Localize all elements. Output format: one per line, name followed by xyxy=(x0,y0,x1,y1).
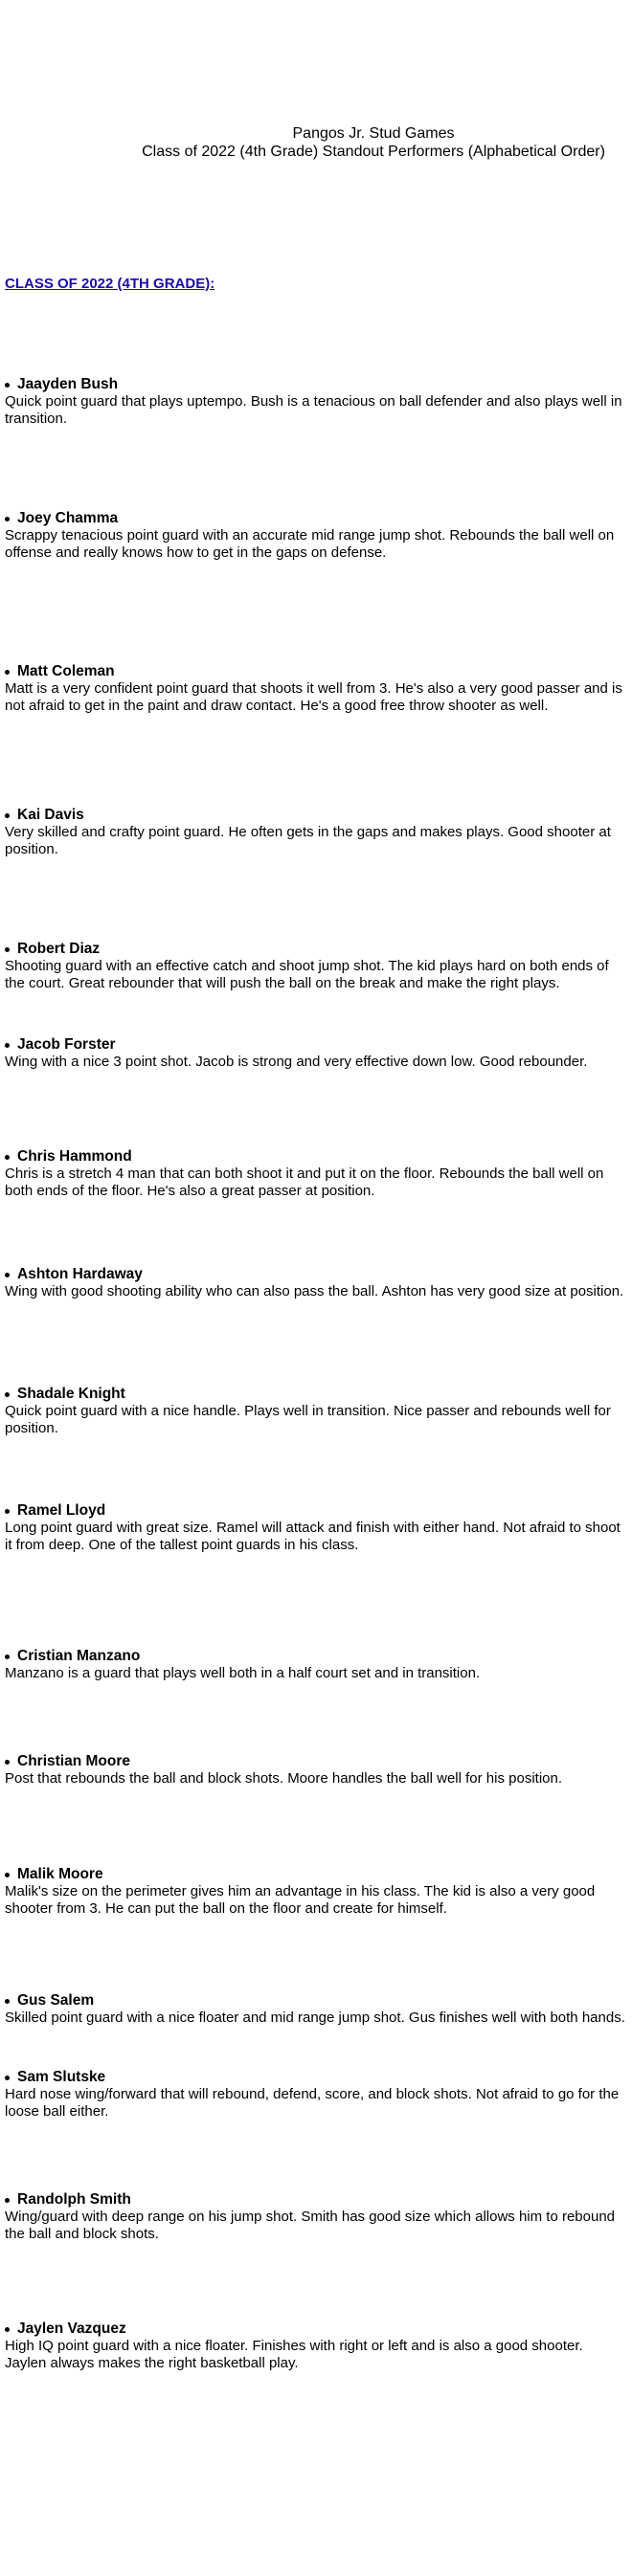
player-entry xyxy=(5,1648,627,1682)
player-name: Jacob Forster xyxy=(17,1036,116,1053)
player-name-row xyxy=(5,510,627,527)
player-name-row xyxy=(5,2191,627,2209)
player-entry xyxy=(5,1866,627,1918)
bullet-icon xyxy=(5,1043,10,1048)
player-name-row xyxy=(5,1866,627,1883)
player-name-row xyxy=(5,941,627,958)
bullet-icon xyxy=(5,1509,10,1514)
page-header xyxy=(0,124,632,161)
player-name: Shadale Knight xyxy=(17,1386,125,1402)
player-name: Gus Salem xyxy=(17,1992,95,2009)
player-entry xyxy=(5,1753,627,1788)
bullet-icon xyxy=(5,2198,10,2203)
player-description: Chris is a stretch 4 man that can both shoot it and put it on the floor. Rebounds the ball well on both ends of the floor. He's also a great passer at position. xyxy=(5,1166,604,1199)
player-name: Jaayden Bush xyxy=(17,376,119,392)
player-name-row xyxy=(5,807,627,824)
player-entry xyxy=(5,1266,627,1300)
player-name-row xyxy=(5,1502,627,1520)
bullet-icon xyxy=(5,670,10,675)
player-name: Christian Moore xyxy=(17,1753,130,1769)
player-description: Wing with good shooting ability who can also pass the ball. Ashton has very good size at position. xyxy=(5,1283,624,1299)
player-name-row xyxy=(5,1386,627,1403)
bullet-icon xyxy=(5,1760,10,1765)
player-name: Cristian Manzano xyxy=(17,1648,141,1664)
player-description: Hard nose wing/forward that will rebound, defend, score, and block shots. Not afraid to go for the loose ball either. xyxy=(5,2086,620,2120)
player-entry xyxy=(5,2321,627,2372)
player-name: Sam Slutske xyxy=(17,2069,106,2085)
player-entry xyxy=(5,510,627,562)
player-name-row xyxy=(5,1266,627,1283)
player-description: Skilled point guard with a nice floater and mid range jump shot. Gus finishes well with both hands. xyxy=(5,2010,625,2026)
player-name: Kai Davis xyxy=(17,807,84,823)
player-description: Manzano is a guard that plays well both in a half court set and in transition. xyxy=(5,1665,481,1681)
player-entry xyxy=(5,2191,627,2243)
player-name: Matt Coleman xyxy=(17,663,115,679)
player-name-row xyxy=(5,2069,627,2086)
class-heading-link[interactable]: CLASS OF 2022 (4TH GRADE): xyxy=(5,276,215,292)
player-description: Very skilled and crafty point guard. He often gets in the gaps and makes plays. Good shooter at position. xyxy=(5,824,611,857)
player-entry xyxy=(5,1036,627,1071)
player-name: Jaylen Vazquez xyxy=(17,2321,126,2337)
player-entry xyxy=(5,807,627,858)
bullet-icon xyxy=(5,2076,10,2080)
player-name: Robert Diaz xyxy=(17,941,101,957)
player-description: Post that rebounds the ball and block shots. Moore handles the ball well for his position. xyxy=(5,1770,563,1787)
player-name-row xyxy=(5,1036,627,1054)
player-name-row xyxy=(5,1148,627,1166)
player-name: Chris Hammond xyxy=(17,1148,132,1165)
page-subtitle: Class of 2022 (4th Grade) Standout Performers (Alphabetical Order) xyxy=(142,144,605,160)
player-name-row xyxy=(5,1648,627,1665)
bullet-icon xyxy=(5,1273,10,1277)
player-description: Quick point guard with a nice handle. Plays well in transition. Nice passer and rebounds well for position. xyxy=(5,1403,611,1436)
bullet-icon xyxy=(5,2327,10,2332)
player-entry xyxy=(5,1386,627,1437)
player-name: Joey Chamma xyxy=(17,510,119,526)
bullet-icon xyxy=(5,1873,10,1877)
player-description: Shooting guard with an effective catch and shoot jump shot. The kid plays hard on both ends of the court. Great rebounder that will push the ball on the break and make the right plays. xyxy=(5,958,609,991)
player-name: Ashton Hardaway xyxy=(17,1266,143,1282)
bullet-icon xyxy=(5,1155,10,1160)
player-name-row xyxy=(5,376,627,393)
player-description: Long point guard with great size. Ramel will attack and finish with either hand. Not afraid to shoot it from deep. One of the tallest point guards in his class. xyxy=(5,1520,621,1553)
bullet-icon xyxy=(5,517,10,522)
player-name-row xyxy=(5,663,627,680)
player-description: Quick point guard that plays uptempo. Bush is a tenacious on ball defender and also plays well in transition. xyxy=(5,393,622,427)
player-description: Malik's size on the perimeter gives him an advantage in his class. The kid is also a very good shooter from 3. He can put the ball on the floor and create for himself. xyxy=(5,1883,596,1917)
bullet-icon xyxy=(5,383,10,388)
page-title: Pangos Jr. Stud Games xyxy=(292,125,455,142)
player-name-row xyxy=(5,1753,627,1770)
bullet-icon xyxy=(5,947,10,952)
player-description: Wing with a nice 3 point shot. Jacob is strong and very effective down low. Good rebounder. xyxy=(5,1054,588,1070)
player-entry xyxy=(5,376,627,428)
player-entry xyxy=(5,663,627,715)
player-entry xyxy=(5,1992,627,2027)
bullet-icon xyxy=(5,813,10,818)
player-name: Malik Moore xyxy=(17,1866,103,1882)
player-name-row xyxy=(5,1992,627,2010)
player-description: Matt is a very confident point guard that shoots it well from 3. He's also a very good passer and is not afraid to get in the paint and draw contact. He's a good free throw shooter as well. xyxy=(5,680,622,714)
player-entry xyxy=(5,941,627,992)
player-entry xyxy=(5,2069,627,2121)
player-name: Ramel Lloyd xyxy=(17,1502,106,1519)
player-entry xyxy=(5,1148,627,1200)
player-description: Scrappy tenacious point guard with an accurate mid range jump shot. Rebounds the ball well on offense and really knows how to get in the gaps on defense. xyxy=(5,527,615,561)
bullet-icon xyxy=(5,1999,10,2004)
player-name: Randolph Smith xyxy=(17,2191,131,2208)
bullet-icon xyxy=(5,1654,10,1659)
player-entry xyxy=(5,1502,627,1554)
player-description: Wing/guard with deep range on his jump shot. Smith has good size which allows him to rebound the ball and block shots. xyxy=(5,2209,616,2242)
bullet-icon xyxy=(5,1392,10,1397)
player-name-row xyxy=(5,2321,627,2338)
player-description: High IQ point guard with a nice floater. Finishes with right or left and is also a good shooter. Jaylen always makes the right basketball play. xyxy=(5,2338,583,2371)
